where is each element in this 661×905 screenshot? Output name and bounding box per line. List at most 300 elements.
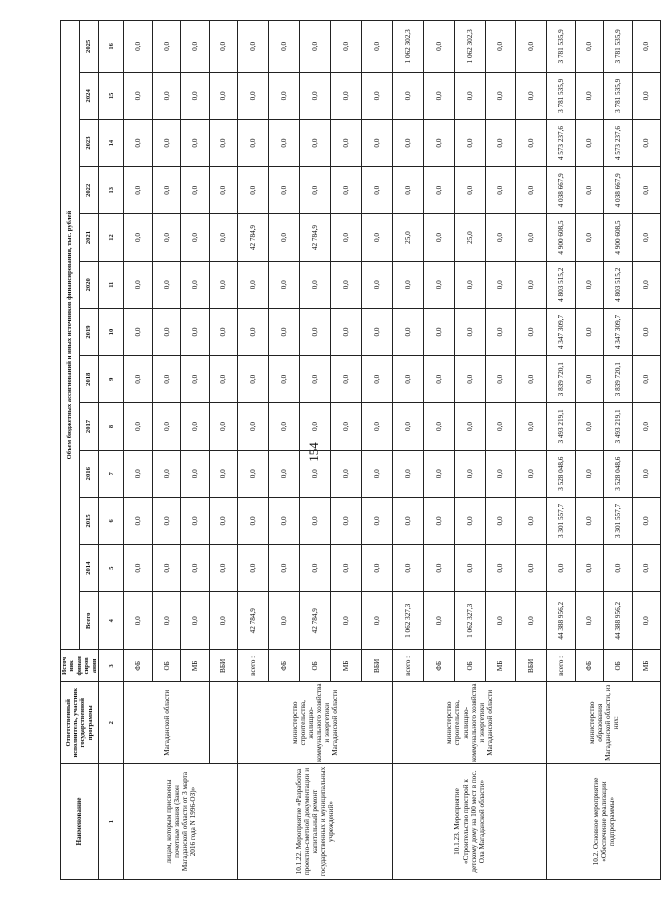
value-cell-2016: 0,0 <box>330 450 361 497</box>
value-cell-2020: 0,0 <box>152 261 180 308</box>
executor-cell: Магаданской области <box>124 682 209 764</box>
value-cell-2016: 0,0 <box>423 450 454 497</box>
value-cell-2018: 0,0 <box>209 356 237 403</box>
value-cell-2017: 0,0 <box>485 403 516 450</box>
value-cell-2018: 3 839 720,1 <box>547 356 575 403</box>
value-cell-2016: 0,0 <box>516 450 547 497</box>
source-cell: МБ <box>485 650 516 682</box>
value-cell-2018: 0,0 <box>152 356 180 403</box>
value-cell-2023: 0,0 <box>238 119 269 166</box>
table-row <box>547 21 575 880</box>
column-number: 5 <box>98 545 124 592</box>
table-row <box>392 21 423 880</box>
value-cell-2015: 0,0 <box>454 497 485 544</box>
value-cell-2025: 0,0 <box>485 21 516 73</box>
value-cell-2016: 0,0 <box>454 450 485 497</box>
value-cell-2024: 3 781 535,9 <box>547 72 575 119</box>
source-cell: ОБ <box>299 650 330 682</box>
column-number: 2 <box>98 682 124 764</box>
value-cell-2018: 0,0 <box>392 356 423 403</box>
value-cell-2019: 0,0 <box>268 308 299 355</box>
header-executor: Ответственный исполнитель, участник государственной программы <box>61 682 99 764</box>
value-cell-2021: 0,0 <box>361 214 392 261</box>
value-cell-2018: 0,0 <box>124 356 152 403</box>
value-cell-2019: 0,0 <box>299 308 330 355</box>
header-year-2022: 2022 <box>79 167 98 214</box>
value-cell-2015: 0,0 <box>485 497 516 544</box>
value-cell-2025: 0,0 <box>299 21 330 73</box>
value-cell-2020: 0,0 <box>181 261 209 308</box>
header-total: Всего <box>79 592 98 650</box>
value-cell-2018: 0,0 <box>485 356 516 403</box>
value-cell-2024: 0,0 <box>361 72 392 119</box>
header-volume: Объем бюджетных ассигнований и иных источников финансирования, тыс. рублей <box>61 21 80 650</box>
source-cell: ВБИ <box>209 650 237 682</box>
table-row <box>238 21 269 880</box>
source-cell: ФБ <box>124 650 152 682</box>
value-cell-2025: 0,0 <box>181 21 209 73</box>
value-cell-2019: 0,0 <box>485 308 516 355</box>
value-cell-2024: 0,0 <box>392 72 423 119</box>
executor-cell-empty <box>209 682 237 764</box>
value-cell-2016: 0,0 <box>361 450 392 497</box>
value-cell-2025: 1 062 302,3 <box>392 21 423 73</box>
value-cell-2020: 0,0 <box>516 261 547 308</box>
value-cell-2022: 4 038 667,9 <box>604 167 632 214</box>
measure-name: 10.1.23. Мероприятие «Строительство пристрой к детскому дому на 100 мест в пос. Ола Магаданской области» <box>392 764 547 880</box>
source-cell: всего : <box>238 650 269 682</box>
value-cell-2022: 0,0 <box>268 167 299 214</box>
column-number: 10 <box>98 308 124 355</box>
value-cell-2023: 4 573 237,6 <box>604 119 632 166</box>
value-cell-2025: 3 781 535,9 <box>604 21 632 73</box>
value-cell-2023: 0,0 <box>423 119 454 166</box>
value-cell-2025: 0,0 <box>361 21 392 73</box>
value-cell-2014: 0,0 <box>330 545 361 592</box>
value-cell-2014: 0,0 <box>268 545 299 592</box>
value-cell-2024: 0,0 <box>516 72 547 119</box>
value-cell-2024: 0,0 <box>575 72 603 119</box>
value-cell-2023: 0,0 <box>299 119 330 166</box>
value-cell-2017: 0,0 <box>575 403 603 450</box>
value-cell-2014: 0,0 <box>238 545 269 592</box>
header-year-2021: 2021 <box>79 214 98 261</box>
measure-name: лицам, которым присвоены почетные звания (Закон Магаданской области от 3 марта 2016 года N 1996-ОЗ)» <box>124 764 238 880</box>
value-cell-2022: 0,0 <box>181 167 209 214</box>
value-cell-2020: 0,0 <box>238 261 269 308</box>
source-cell: ОБ <box>454 650 485 682</box>
value-cell-2019: 0,0 <box>392 308 423 355</box>
source-cell: всего : <box>392 650 423 682</box>
total-cell: 44 388 956,2 <box>604 592 632 650</box>
value-cell-2019: 0,0 <box>330 308 361 355</box>
value-cell-2018: 0,0 <box>330 356 361 403</box>
value-cell-2016: 0,0 <box>485 450 516 497</box>
measure-name: 10.1.22. Мероприятие «Разработка проектно-сметной документации и капитальный ремонт государственных и муниципальных учреждений» <box>238 764 393 880</box>
value-cell-2018: 0,0 <box>181 356 209 403</box>
value-cell-2017: 3 493 219,1 <box>604 403 632 450</box>
value-cell-2018: 0,0 <box>268 356 299 403</box>
value-cell-2025: 0,0 <box>238 21 269 73</box>
value-cell-2024: 0,0 <box>330 72 361 119</box>
value-cell-2023: 0,0 <box>485 119 516 166</box>
value-cell-2020: 0,0 <box>361 261 392 308</box>
value-cell-2023: 0,0 <box>124 119 152 166</box>
column-number: 13 <box>98 167 124 214</box>
source-cell: ФБ <box>575 650 603 682</box>
value-cell-2018: 0,0 <box>423 356 454 403</box>
value-cell-2021: 0,0 <box>516 214 547 261</box>
value-cell-2022: 0,0 <box>238 167 269 214</box>
rotated-table-wrapper <box>60 20 651 880</box>
value-cell-2019: 0,0 <box>152 308 180 355</box>
header-year-2018: 2018 <box>79 356 98 403</box>
value-cell-2023: 0,0 <box>575 119 603 166</box>
header-year-2019: 2019 <box>79 308 98 355</box>
value-cell-2024: 0,0 <box>632 72 661 119</box>
source-cell: МБ <box>632 650 661 682</box>
column-number: 6 <box>98 497 124 544</box>
value-cell-2019: 0,0 <box>361 308 392 355</box>
value-cell-2019: 0,0 <box>575 308 603 355</box>
value-cell-2025: 0,0 <box>575 21 603 73</box>
value-cell-2022: 0,0 <box>299 167 330 214</box>
value-cell-2019: 0,0 <box>454 308 485 355</box>
value-cell-2014: 0,0 <box>392 545 423 592</box>
source-cell: МБ <box>330 650 361 682</box>
table-body <box>98 21 660 880</box>
value-cell-2019: 0,0 <box>632 308 661 355</box>
value-cell-2023: 0,0 <box>209 119 237 166</box>
header-row-top <box>61 21 80 880</box>
value-cell-2014: 0,0 <box>299 545 330 592</box>
source-cell: МБ <box>181 650 209 682</box>
value-cell-2014: 0,0 <box>516 545 547 592</box>
value-cell-2025: 0,0 <box>423 21 454 73</box>
total-cell: 0,0 <box>268 592 299 650</box>
value-cell-2019: 0,0 <box>209 308 237 355</box>
executor-cell: министерство строительства, жилищно-коммунального хозяйства и энергетики Магаданской области <box>392 682 547 764</box>
value-cell-2017: 0,0 <box>299 403 330 450</box>
source-cell: ОБ <box>152 650 180 682</box>
value-cell-2019: 0,0 <box>423 308 454 355</box>
source-cell: ВБИ <box>361 650 392 682</box>
header-year-2015: 2015 <box>79 497 98 544</box>
value-cell-2022: 0,0 <box>485 167 516 214</box>
total-cell: 1 062 327,3 <box>454 592 485 650</box>
value-cell-2021: 25,0 <box>454 214 485 261</box>
value-cell-2019: 0,0 <box>124 308 152 355</box>
value-cell-2025: 0,0 <box>124 21 152 73</box>
total-cell: 0,0 <box>124 592 152 650</box>
column-number: 15 <box>98 72 124 119</box>
value-cell-2022: 0,0 <box>152 167 180 214</box>
value-cell-2015: 0,0 <box>632 497 661 544</box>
value-cell-2015: 3 301 557,7 <box>547 497 575 544</box>
executor-cell: министерство образования Магаданской области, из них: <box>547 682 661 764</box>
value-cell-2021: 4 900 608,5 <box>547 214 575 261</box>
value-cell-2021: 0,0 <box>575 214 603 261</box>
value-cell-2020: 0,0 <box>124 261 152 308</box>
value-cell-2014: 0,0 <box>575 545 603 592</box>
value-cell-2018: 0,0 <box>516 356 547 403</box>
value-cell-2017: 0,0 <box>361 403 392 450</box>
value-cell-2014: 0,0 <box>604 545 632 592</box>
value-cell-2014: 0,0 <box>209 545 237 592</box>
value-cell-2022: 0,0 <box>516 167 547 214</box>
total-cell: 0,0 <box>632 592 661 650</box>
value-cell-2016: 0,0 <box>209 450 237 497</box>
value-cell-2022: 0,0 <box>361 167 392 214</box>
source-cell: ФБ <box>268 650 299 682</box>
value-cell-2017: 0,0 <box>124 403 152 450</box>
source-cell: ФБ <box>423 650 454 682</box>
value-cell-2018: 3 839 720,1 <box>604 356 632 403</box>
value-cell-2023: 0,0 <box>330 119 361 166</box>
value-cell-2016: 0,0 <box>575 450 603 497</box>
column-number: 1 <box>98 764 124 880</box>
column-number: 11 <box>98 261 124 308</box>
value-cell-2020: 0,0 <box>299 261 330 308</box>
value-cell-2018: 0,0 <box>575 356 603 403</box>
value-cell-2016: 0,0 <box>632 450 661 497</box>
value-cell-2014: 0,0 <box>547 545 575 592</box>
value-cell-2020: 0,0 <box>392 261 423 308</box>
value-cell-2022: 0,0 <box>392 167 423 214</box>
value-cell-2020: 0,0 <box>454 261 485 308</box>
value-cell-2015: 0,0 <box>124 497 152 544</box>
value-cell-2023: 0,0 <box>454 119 485 166</box>
value-cell-2014: 0,0 <box>181 545 209 592</box>
value-cell-2015: 3 301 557,7 <box>604 497 632 544</box>
value-cell-2024: 0,0 <box>181 72 209 119</box>
value-cell-2022: 0,0 <box>575 167 603 214</box>
value-cell-2023: 0,0 <box>268 119 299 166</box>
column-number: 12 <box>98 214 124 261</box>
value-cell-2015: 0,0 <box>575 497 603 544</box>
value-cell-2021: 0,0 <box>209 214 237 261</box>
value-cell-2020: 4 803 515,2 <box>547 261 575 308</box>
total-cell: 42 784,9 <box>299 592 330 650</box>
value-cell-2018: 0,0 <box>238 356 269 403</box>
value-cell-2017: 0,0 <box>330 403 361 450</box>
total-cell: 0,0 <box>361 592 392 650</box>
value-cell-2017: 0,0 <box>454 403 485 450</box>
value-cell-2017: 0,0 <box>181 403 209 450</box>
total-cell: 0,0 <box>209 592 237 650</box>
value-cell-2024: 0,0 <box>423 72 454 119</box>
value-cell-2018: 0,0 <box>361 356 392 403</box>
value-cell-2019: 0,0 <box>516 308 547 355</box>
value-cell-2021: 4 900 608,5 <box>604 214 632 261</box>
value-cell-2017: 0,0 <box>152 403 180 450</box>
value-cell-2024: 0,0 <box>454 72 485 119</box>
column-numbers-row <box>98 21 124 880</box>
value-cell-2023: 0,0 <box>361 119 392 166</box>
header-name: Наименование <box>61 764 99 880</box>
value-cell-2021: 0,0 <box>181 214 209 261</box>
header-year-2025: 2025 <box>79 21 98 73</box>
value-cell-2021: 42 784,9 <box>299 214 330 261</box>
value-cell-2022: 0,0 <box>423 167 454 214</box>
value-cell-2020: 0,0 <box>423 261 454 308</box>
source-cell: всего : <box>547 650 575 682</box>
value-cell-2025: 0,0 <box>152 21 180 73</box>
value-cell-2021: 42 784,9 <box>238 214 269 261</box>
source-cell: ВБИ <box>516 650 547 682</box>
value-cell-2020: 0,0 <box>575 261 603 308</box>
value-cell-2015: 0,0 <box>268 497 299 544</box>
value-cell-2019: 0,0 <box>238 308 269 355</box>
header-year-2024: 2024 <box>79 72 98 119</box>
value-cell-2020: 0,0 <box>209 261 237 308</box>
value-cell-2017: 0,0 <box>238 403 269 450</box>
value-cell-2015: 0,0 <box>423 497 454 544</box>
value-cell-2019: 4 347 309,7 <box>604 308 632 355</box>
value-cell-2021: 25,0 <box>392 214 423 261</box>
value-cell-2014: 0,0 <box>124 545 152 592</box>
value-cell-2024: 0,0 <box>268 72 299 119</box>
total-cell: 0,0 <box>330 592 361 650</box>
executor-cell: министерство строительства, жилищно-коммунального хозяйства и энергетики Магаданской области <box>238 682 393 764</box>
table-row <box>124 21 152 880</box>
value-cell-2022: 0,0 <box>124 167 152 214</box>
column-number: 14 <box>98 119 124 166</box>
value-cell-2023: 0,0 <box>181 119 209 166</box>
page-number: 154 <box>306 442 321 462</box>
value-cell-2018: 0,0 <box>632 356 661 403</box>
value-cell-2016: 3 528 048,6 <box>547 450 575 497</box>
value-cell-2024: 0,0 <box>299 72 330 119</box>
value-cell-2014: 0,0 <box>423 545 454 592</box>
value-cell-2023: 0,0 <box>392 119 423 166</box>
column-number: 16 <box>98 21 124 73</box>
value-cell-2015: 0,0 <box>209 497 237 544</box>
column-number: 3 <box>98 650 124 682</box>
value-cell-2017: 0,0 <box>423 403 454 450</box>
header-year-2020: 2020 <box>79 261 98 308</box>
value-cell-2025: 3 781 535,9 <box>547 21 575 73</box>
value-cell-2022: 0,0 <box>454 167 485 214</box>
value-cell-2025: 0,0 <box>209 21 237 73</box>
value-cell-2020: 0,0 <box>485 261 516 308</box>
value-cell-2021: 0,0 <box>423 214 454 261</box>
value-cell-2023: 4 573 237,6 <box>547 119 575 166</box>
value-cell-2016: 0,0 <box>299 450 330 497</box>
value-cell-2014: 0,0 <box>361 545 392 592</box>
value-cell-2015: 0,0 <box>330 497 361 544</box>
value-cell-2016: 0,0 <box>238 450 269 497</box>
value-cell-2014: 0,0 <box>485 545 516 592</box>
value-cell-2018: 0,0 <box>299 356 330 403</box>
total-cell: 44 388 956,2 <box>547 592 575 650</box>
value-cell-2021: 0,0 <box>632 214 661 261</box>
source-cell: ОБ <box>604 650 632 682</box>
value-cell-2019: 0,0 <box>181 308 209 355</box>
value-cell-2015: 0,0 <box>181 497 209 544</box>
value-cell-2024: 0,0 <box>152 72 180 119</box>
value-cell-2021: 0,0 <box>485 214 516 261</box>
value-cell-2016: 0,0 <box>124 450 152 497</box>
column-number: 7 <box>98 450 124 497</box>
total-cell: 0,0 <box>485 592 516 650</box>
value-cell-2017: 0,0 <box>516 403 547 450</box>
header-year-2017: 2017 <box>79 403 98 450</box>
total-cell: 0,0 <box>575 592 603 650</box>
value-cell-2024: 0,0 <box>124 72 152 119</box>
column-number: 4 <box>98 592 124 650</box>
value-cell-2020: 0,0 <box>330 261 361 308</box>
value-cell-2015: 0,0 <box>516 497 547 544</box>
value-cell-2020: 0,0 <box>632 261 661 308</box>
value-cell-2017: 0,0 <box>209 403 237 450</box>
value-cell-2014: 0,0 <box>632 545 661 592</box>
header-year-2023: 2023 <box>79 119 98 166</box>
value-cell-2022: 0,0 <box>330 167 361 214</box>
value-cell-2021: 0,0 <box>152 214 180 261</box>
value-cell-2020: 4 803 515,2 <box>604 261 632 308</box>
value-cell-2024: 0,0 <box>209 72 237 119</box>
value-cell-2016: 0,0 <box>181 450 209 497</box>
value-cell-2017: 0,0 <box>268 403 299 450</box>
column-number: 9 <box>98 356 124 403</box>
total-cell: 0,0 <box>152 592 180 650</box>
header-year-2014: 2014 <box>79 545 98 592</box>
value-cell-2021: 0,0 <box>268 214 299 261</box>
value-cell-2022: 0,0 <box>209 167 237 214</box>
value-cell-2014: 0,0 <box>152 545 180 592</box>
value-cell-2015: 0,0 <box>238 497 269 544</box>
value-cell-2025: 1 062 302,3 <box>454 21 485 73</box>
budget-table <box>60 20 661 880</box>
header-source: Источ ник финан сиров ания <box>61 650 99 682</box>
column-number: 8 <box>98 403 124 450</box>
total-cell: 42 784,9 <box>238 592 269 650</box>
total-cell: 0,0 <box>423 592 454 650</box>
total-cell: 0,0 <box>516 592 547 650</box>
value-cell-2023: 0,0 <box>632 119 661 166</box>
value-cell-2014: 0,0 <box>454 545 485 592</box>
value-cell-2015: 0,0 <box>152 497 180 544</box>
value-cell-2015: 0,0 <box>392 497 423 544</box>
value-cell-2022: 4 038 667,9 <box>547 167 575 214</box>
value-cell-2024: 0,0 <box>238 72 269 119</box>
value-cell-2023: 0,0 <box>516 119 547 166</box>
value-cell-2018: 0,0 <box>454 356 485 403</box>
value-cell-2016: 0,0 <box>152 450 180 497</box>
value-cell-2016: 0,0 <box>392 450 423 497</box>
value-cell-2015: 0,0 <box>299 497 330 544</box>
total-cell: 1 062 327,3 <box>392 592 423 650</box>
value-cell-2017: 3 493 219,1 <box>547 403 575 450</box>
value-cell-2021: 0,0 <box>124 214 152 261</box>
table-row <box>209 21 237 880</box>
value-cell-2025: 0,0 <box>632 21 661 73</box>
value-cell-2025: 0,0 <box>330 21 361 73</box>
value-cell-2024: 3 781 535,9 <box>604 72 632 119</box>
value-cell-2015: 0,0 <box>361 497 392 544</box>
value-cell-2020: 0,0 <box>268 261 299 308</box>
value-cell-2025: 0,0 <box>516 21 547 73</box>
value-cell-2016: 0,0 <box>268 450 299 497</box>
value-cell-2023: 0,0 <box>152 119 180 166</box>
value-cell-2017: 0,0 <box>632 403 661 450</box>
header-year-2016: 2016 <box>79 450 98 497</box>
value-cell-2022: 0,0 <box>632 167 661 214</box>
total-cell: 0,0 <box>181 592 209 650</box>
measure-name: 10.2. Основное мероприятие «Обеспечение реализации подпрограммы» <box>547 764 661 880</box>
value-cell-2017: 0,0 <box>392 403 423 450</box>
